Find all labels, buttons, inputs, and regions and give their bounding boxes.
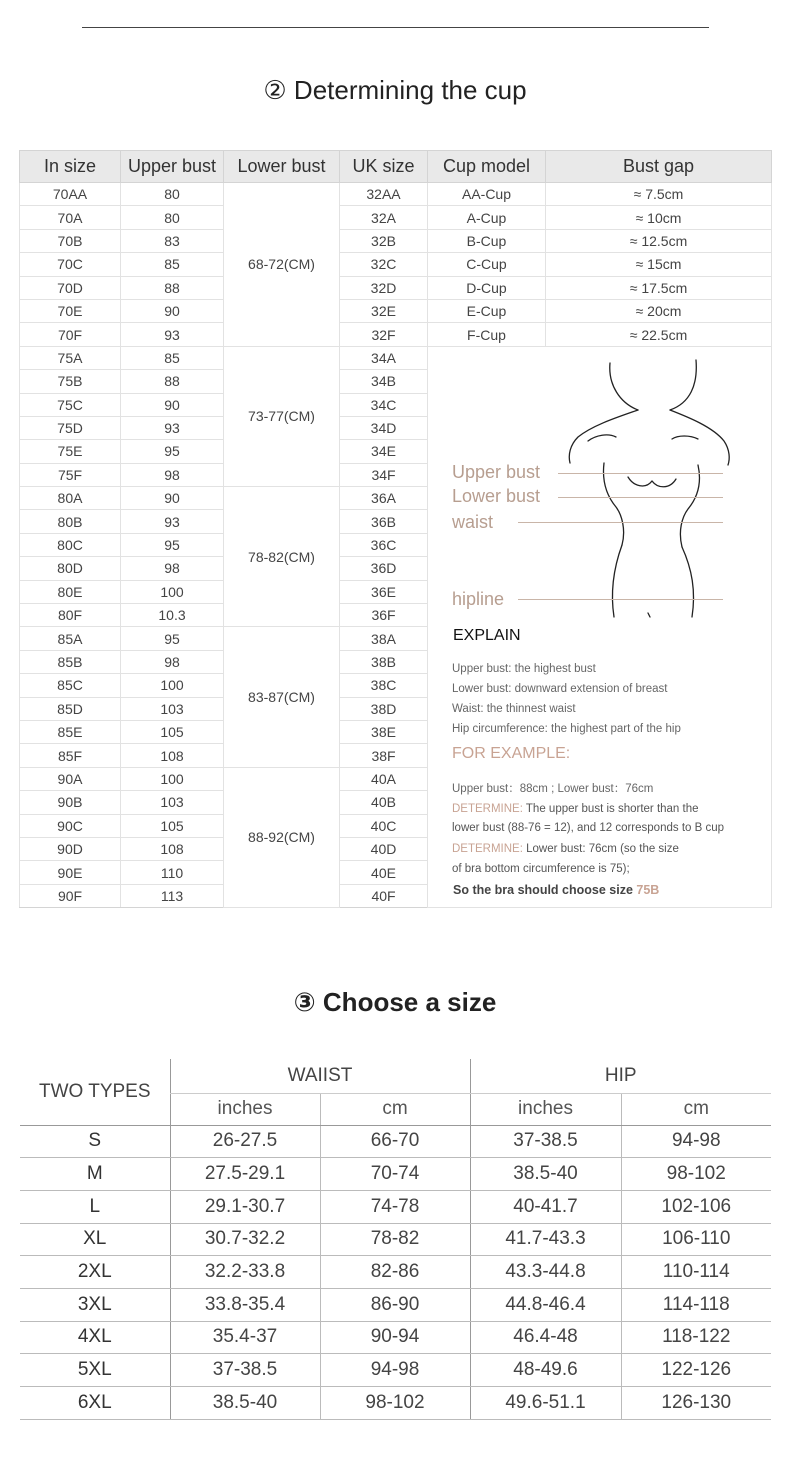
cell-in-size: 85D: [20, 697, 121, 720]
cell-in-size: 80B: [20, 510, 121, 533]
cell-size: L: [20, 1190, 170, 1223]
cell-size: 6XL: [20, 1387, 170, 1420]
cell-uk-size: 36B: [340, 510, 428, 533]
cell-bust-gap: ≈ 7.5cm: [546, 183, 772, 206]
cell-bust-gap: ≈ 12.5cm: [546, 229, 772, 252]
table-row: [20, 1223, 771, 1256]
cell-upper-bust: 10.3: [121, 604, 224, 627]
cell-upper-bust: 105: [121, 814, 224, 837]
cell-in-size: 75F: [20, 463, 121, 486]
header-hip-cm: cm: [621, 1093, 771, 1125]
cell-uk-size: 40D: [340, 837, 428, 860]
cell-hip-inches: 48-49.6: [470, 1354, 621, 1387]
cell-hip-inches: 40-41.7: [470, 1190, 621, 1223]
cell-in-size: 90A: [20, 767, 121, 790]
cell-size: 3XL: [20, 1288, 170, 1321]
example-line: Upper bust：88cm ; Lower bust：76cm: [452, 782, 654, 795]
table-row: [20, 1158, 771, 1191]
cell-upper-bust: 90: [121, 299, 224, 322]
cell-hip-cm: 102-106: [621, 1190, 771, 1223]
cell-in-size: 70C: [20, 253, 121, 276]
cell-upper-bust: 95: [121, 440, 224, 463]
header-upper-bust: Upper bust: [121, 151, 224, 183]
cell-uk-size: 40A: [340, 767, 428, 790]
label-lower-bust: Lower bust: [452, 485, 541, 506]
cell-uk-size: 34F: [340, 463, 428, 486]
cell-uk-size: 40C: [340, 814, 428, 837]
cell-in-size: 85C: [20, 674, 121, 697]
cell-in-size: 70E: [20, 299, 121, 322]
cell-bust-gap: ≈ 10cm: [546, 206, 772, 229]
cell-cup-model: D-Cup: [428, 276, 546, 299]
cup-table: [19, 150, 772, 908]
cell-uk-size: 32AA: [340, 183, 428, 206]
cell-lower-bust: 68-72(CM): [224, 183, 340, 347]
header-bust-gap: Bust gap: [546, 151, 772, 183]
cell-upper-bust: 90: [121, 393, 224, 416]
cell-lower-bust: 88-92(CM): [224, 767, 340, 907]
upper-bust-line: [558, 473, 723, 474]
cell-uk-size: 34D: [340, 416, 428, 439]
cell-upper-bust: 80: [121, 183, 224, 206]
cell-waist-cm: 74-78: [320, 1190, 470, 1223]
cell-uk-size: 34C: [340, 393, 428, 416]
cell-size: XL: [20, 1223, 170, 1256]
for-example-heading: FOR EXAMPLE:: [452, 744, 571, 762]
cell-waist-cm: 70-74: [320, 1158, 470, 1191]
cell-cup-model: C-Cup: [428, 253, 546, 276]
cell-in-size: 85E: [20, 720, 121, 743]
cell-upper-bust: 83: [121, 229, 224, 252]
cell-hip-inches: 46.4-48: [470, 1321, 621, 1354]
header-waist-cm: cm: [320, 1093, 470, 1125]
header-uk-size: UK size: [340, 151, 428, 183]
header-cup-model: Cup model: [428, 151, 546, 183]
cell-waist-inches: 33.8-35.4: [170, 1288, 320, 1321]
cell-uk-size: 38F: [340, 744, 428, 767]
cell-cup-model: B-Cup: [428, 229, 546, 252]
cell-upper-bust: 100: [121, 767, 224, 790]
cell-lower-bust: 73-77(CM): [224, 346, 340, 486]
cell-in-size: 90E: [20, 861, 121, 884]
cell-waist-inches: 27.5-29.1: [170, 1158, 320, 1191]
cell-waist-inches: 38.5-40: [170, 1387, 320, 1420]
cell-in-size: 75E: [20, 440, 121, 463]
cell-hip-cm: 110-114: [621, 1256, 771, 1289]
header-hip: HIP: [470, 1059, 771, 1093]
header-waist: WAIIST: [170, 1059, 470, 1093]
table-row: [20, 1256, 771, 1289]
cell-uk-size: 38A: [340, 627, 428, 650]
top-divider: [82, 27, 709, 28]
cell-upper-bust: 80: [121, 206, 224, 229]
cell-waist-inches: 35.4-37: [170, 1321, 320, 1354]
cell-uk-size: 34A: [340, 346, 428, 369]
cell-upper-bust: 98: [121, 650, 224, 673]
cell-cup-model: AA-Cup: [428, 183, 546, 206]
cell-upper-bust: 100: [121, 674, 224, 697]
cell-uk-size: 40E: [340, 861, 428, 884]
waist-line: [518, 522, 723, 523]
cell-in-size: 80F: [20, 604, 121, 627]
header-in-size: In size: [20, 151, 121, 183]
explain-line: Hip circumference: the highest part of the hip: [452, 722, 681, 735]
cell-in-size: 70B: [20, 229, 121, 252]
cell-hip-cm: 94-98: [621, 1125, 771, 1158]
cell-in-size: 90C: [20, 814, 121, 837]
explain-line: Upper bust: the highest bust: [452, 662, 596, 675]
explain-title: EXPLAIN: [453, 626, 521, 644]
cell-upper-bust: 105: [121, 720, 224, 743]
cell-bust-gap: ≈ 15cm: [546, 253, 772, 276]
table-row: [20, 1387, 771, 1420]
label-hipline: hipline: [452, 588, 505, 609]
cell-upper-bust: 90: [121, 487, 224, 510]
final-recommendation: [453, 879, 659, 901]
cell-uk-size: 32D: [340, 276, 428, 299]
cell-upper-bust: 113: [121, 884, 224, 907]
header-waist-inches: inches: [170, 1093, 320, 1125]
label-waist: waist: [452, 511, 494, 532]
cell-in-size: 90F: [20, 884, 121, 907]
cell-waist-inches: 29.1-30.7: [170, 1190, 320, 1223]
cell-waist-cm: 90-94: [320, 1321, 470, 1354]
determine-text: The upper bust is shorter than the: [522, 802, 699, 815]
table-row: [20, 1288, 771, 1321]
cell-hip-cm: 98-102: [621, 1158, 771, 1191]
cell-upper-bust: 95: [121, 627, 224, 650]
cell-upper-bust: 93: [121, 416, 224, 439]
cell-uk-size: 36D: [340, 557, 428, 580]
cell-waist-inches: 26-27.5: [170, 1125, 320, 1158]
cell-upper-bust: 108: [121, 744, 224, 767]
cell-upper-bust: 85: [121, 346, 224, 369]
table-row: [20, 1190, 771, 1223]
cell-waist-cm: 82-86: [320, 1256, 470, 1289]
cell-size: 4XL: [20, 1321, 170, 1354]
cell-in-size: 85B: [20, 650, 121, 673]
cell-upper-bust: 110: [121, 861, 224, 884]
header-hip-inches: inches: [470, 1093, 621, 1125]
cell-uk-size: 38C: [340, 674, 428, 697]
size-table: [20, 1059, 771, 1420]
cell-cup-model: A-Cup: [428, 206, 546, 229]
table-row: [20, 183, 772, 206]
lower-bust-line: [558, 497, 723, 498]
cell-size: S: [20, 1125, 170, 1158]
cell-upper-bust: 85: [121, 253, 224, 276]
cell-in-size: 80E: [20, 580, 121, 603]
cell-waist-cm: 98-102: [320, 1387, 470, 1420]
cell-uk-size: 36E: [340, 580, 428, 603]
cell-in-size: 90B: [20, 791, 121, 814]
cell-upper-bust: 98: [121, 463, 224, 486]
cell-upper-bust: 88: [121, 276, 224, 299]
cell-lower-bust: 78-82(CM): [224, 487, 340, 627]
cell-hip-cm: 106-110: [621, 1223, 771, 1256]
cell-uk-size: 40F: [340, 884, 428, 907]
cell-uk-size: 32B: [340, 229, 428, 252]
cell-uk-size: 38E: [340, 720, 428, 743]
cell-waist-inches: 32.2-33.8: [170, 1256, 320, 1289]
cell-waist-inches: 30.7-32.2: [170, 1223, 320, 1256]
determine-line-2: [452, 838, 679, 860]
cell-hip-cm: 122-126: [621, 1354, 771, 1387]
determine-line-2b: of bra bottom circumference is 75);: [452, 862, 630, 875]
cell-waist-cm: 66-70: [320, 1125, 470, 1158]
cell-uk-size: 36C: [340, 533, 428, 556]
cell-lower-bust: 83-87(CM): [224, 627, 340, 767]
cell-in-size: 80A: [20, 487, 121, 510]
cell-in-size: 70D: [20, 276, 121, 299]
label-upper-bust: Upper bust: [452, 461, 541, 482]
cell-upper-bust: 98: [121, 557, 224, 580]
cell-in-size: 70A: [20, 206, 121, 229]
cell-upper-bust: 108: [121, 837, 224, 860]
cell-upper-bust: 95: [121, 533, 224, 556]
cell-upper-bust: 93: [121, 323, 224, 346]
cell-uk-size: 38B: [340, 650, 428, 673]
cell-waist-cm: 78-82: [320, 1223, 470, 1256]
cell-uk-size: 32A: [340, 206, 428, 229]
body-figure-illustration: [548, 355, 748, 645]
cell-uk-size: 32F: [340, 323, 428, 346]
cell-in-size: 90D: [20, 837, 121, 860]
cell-hip-inches: 38.5-40: [470, 1158, 621, 1191]
section-title-size: ③ Choose a size: [293, 987, 497, 1017]
cell-hip-inches: 41.7-43.3: [470, 1223, 621, 1256]
cell-in-size: 70F: [20, 323, 121, 346]
cell-hip-cm: 126-130: [621, 1387, 771, 1420]
table-row: [20, 1354, 771, 1387]
explain-line: Lower bust: downward extension of breast: [452, 682, 668, 695]
table-row: [20, 1125, 771, 1158]
cell-uk-size: 38D: [340, 697, 428, 720]
cell-uk-size: 34E: [340, 440, 428, 463]
table-row: [20, 346, 772, 369]
cell-upper-bust: 103: [121, 697, 224, 720]
determine-text: Lower bust: 76cm (so the size: [522, 842, 679, 855]
cell-size: 2XL: [20, 1256, 170, 1289]
cell-cup-model: F-Cup: [428, 323, 546, 346]
cell-upper-bust: 93: [121, 510, 224, 533]
cell-waist-cm: 86-90: [320, 1288, 470, 1321]
cell-hip-inches: 43.3-44.8: [470, 1256, 621, 1289]
cell-uk-size: 32C: [340, 253, 428, 276]
cell-in-size: 75A: [20, 346, 121, 369]
cell-uk-size: 34B: [340, 370, 428, 393]
cell-hip-inches: 37-38.5: [470, 1125, 621, 1158]
cell-uk-size: 32E: [340, 299, 428, 322]
cell-upper-bust: 88: [121, 370, 224, 393]
cell-uk-size: 36A: [340, 487, 428, 510]
cup-table-header: [20, 151, 772, 183]
cell-size: 5XL: [20, 1354, 170, 1387]
cell-bust-gap: ≈ 22.5cm: [546, 323, 772, 346]
table-row: [20, 229, 772, 252]
cell-waist-inches: 37-38.5: [170, 1354, 320, 1387]
cell-in-size: 75C: [20, 393, 121, 416]
cell-upper-bust: 100: [121, 580, 224, 603]
cell-in-size: 85F: [20, 744, 121, 767]
header-lower-bust: Lower bust: [224, 151, 340, 183]
table-row: [20, 253, 772, 276]
cell-cup-model: E-Cup: [428, 299, 546, 322]
cell-in-size: 75D: [20, 416, 121, 439]
table-row: [20, 299, 772, 322]
cell-hip-inches: 49.6-51.1: [470, 1387, 621, 1420]
table-row: [20, 206, 772, 229]
final-size: 75B: [636, 882, 660, 897]
table-row: [20, 323, 772, 346]
determine-label: DETERMINE:: [452, 802, 523, 815]
cell-upper-bust: 103: [121, 791, 224, 814]
table-row: [20, 1321, 771, 1354]
final-text: So the bra should choose size: [453, 882, 637, 897]
cell-size: M: [20, 1158, 170, 1191]
section-title-cup: ② Determining the cup: [263, 75, 527, 105]
cell-hip-cm: 114-118: [621, 1288, 771, 1321]
cell-bust-gap: ≈ 17.5cm: [546, 276, 772, 299]
determine-line-1b: lower bust (88-76 = 12), and 12 corresponds to B cup: [452, 821, 725, 834]
header-two-types: TWO TYPES: [20, 1059, 170, 1125]
explain-line: Waist: the thinnest waist: [452, 702, 576, 715]
cell-in-size: 70AA: [20, 183, 121, 206]
table-row: [20, 276, 772, 299]
hipline-line: [518, 599, 723, 600]
cell-in-size: 85A: [20, 627, 121, 650]
determine-label: DETERMINE:: [452, 842, 523, 855]
explanation-panel: [428, 346, 772, 907]
cell-waist-cm: 94-98: [320, 1354, 470, 1387]
cell-uk-size: 36F: [340, 604, 428, 627]
cell-hip-inches: 44.8-46.4: [470, 1288, 621, 1321]
cell-in-size: 80C: [20, 533, 121, 556]
cell-hip-cm: 118-122: [621, 1321, 771, 1354]
cell-in-size: 80D: [20, 557, 121, 580]
cell-in-size: 75B: [20, 370, 121, 393]
cell-uk-size: 40B: [340, 791, 428, 814]
cell-bust-gap: ≈ 20cm: [546, 299, 772, 322]
